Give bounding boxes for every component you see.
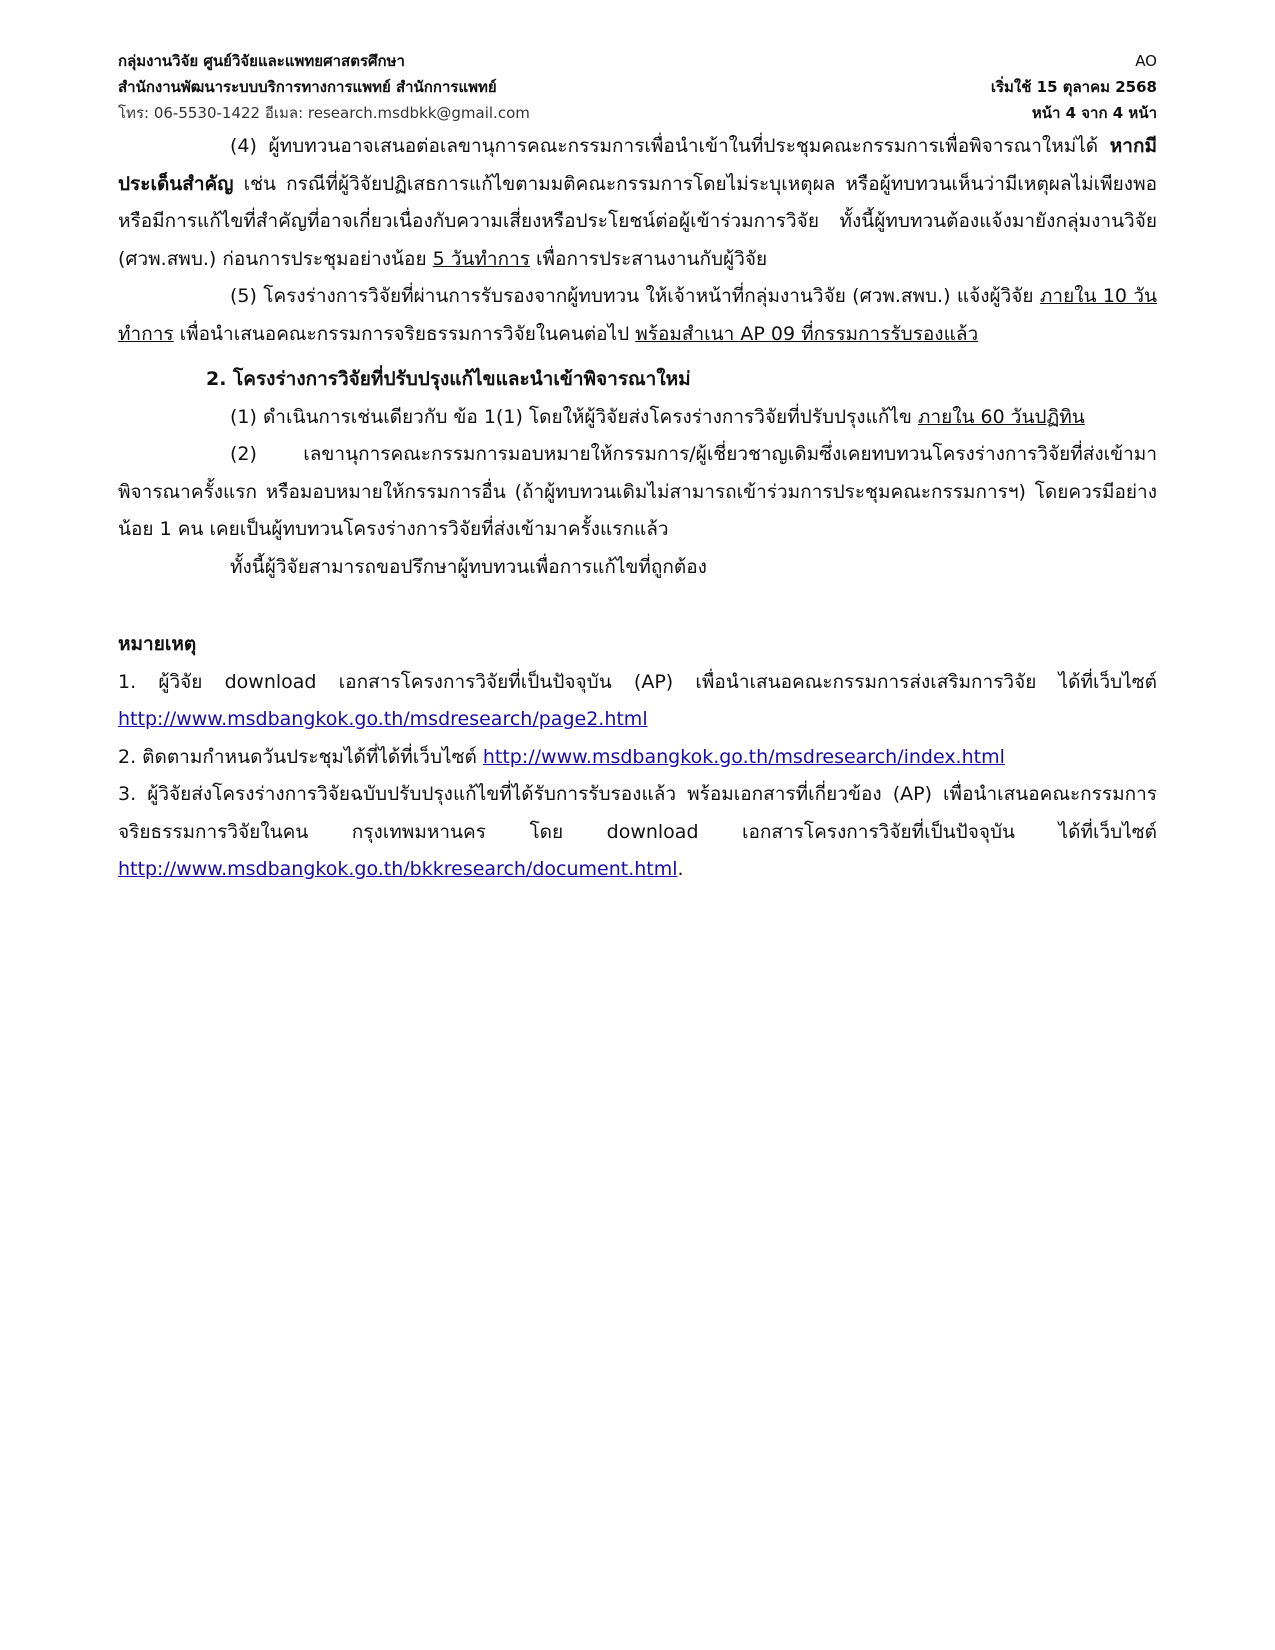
section-2-item-2: (2) เลขานุการคณะกรรมการมอบหมายให้กรรมการ/ผู้เชี่ยวชาญเดิมซึ่งเคยทบทวนโครงร่างการวิจัยที่ส่งเข้ามาพิจารณาครั้งแรก หรือมอบหมายให้กรรมการอื่น (ถ้าผู้ทบทวนเดิมไม่สามารถเข้าร่วมการประชุมคณะกรรมการฯ) โดยควรมีอย่างน้อย 1 คน เคยเป็นผู้ทบทวนโครงร่างการวิจัยที่ส่งเข้ามาครั้งแรกแล้ว — [118, 443, 1157, 540]
paragraph-item-4-deadline: 5 วันทำการ — [432, 247, 530, 270]
paragraph-item-5-text-2: เพื่อนำเสนอคณะกรรมการจริยธรรมการวิจัยในคนต่อไป — [173, 322, 636, 345]
note-item-3-link[interactable]: http://www.msdbangkok.go.th/bkkresearch/document.html — [118, 858, 678, 880]
note-item-1-link[interactable]: http://www.msdbangkok.go.th/msdresearch/page2.html — [118, 708, 648, 730]
section-2-item-1-deadline: ภายใน 60 วันปฏิทิน — [917, 405, 1085, 428]
spacer — [118, 586, 1157, 626]
office-name: สำนักงานพัฒนาระบบบริการทางการแพทย์ สำนักการแพทย์ — [118, 78, 497, 96]
department-name: กลุ่มงานวิจัย ศูนย์วิจัยและแพทยศาสตรศึกษา — [118, 52, 405, 70]
note-item-1-text: 1. ผู้วิจัย download เอกสารโครงการวิจัยที่เป็นปัจจุบัน (AP) เพื่อนำเสนอคณะกรรมการส่งเสริมการวิจัย ได้ที่เว็บไซต์ — [118, 670, 1157, 693]
note-item-1 — [118, 664, 1157, 739]
paragraph-item-4-text-2: เช่น กรณีที่ผู้วิจัยปฏิเสธการแก้ไขตามมติคณะกรรมการโดยไม่ระบุเหตุผล หรือผู้ทบทวนเห็นว่ามีเหตุผลไม่เพียงพอ หรือมีการแก้ไขที่สำคัญที่อาจเกี่ยวเนื่องกับความเสี่ยงหรือประโยชน์ต่อผู้เข้าร่วมการวิจัย ทั้งนี้ผู้ทบทวนต้องแจ้งมายังกลุ่มงานวิจัย (ศวพ.สพบ.) ก่อนการประชุมอย่างน้อย — [118, 172, 1157, 270]
paragraph-item-5-deadline: ภายใน 10 วันทำการ — [118, 285, 1157, 345]
header-right — [991, 48, 1157, 126]
effective-date: เริ่มใช้ 15 ตุลาคม 2568 — [990, 78, 1157, 96]
paragraph-item-4-text-3: เพื่อการประสานงานกับผู้วิจัย — [529, 247, 768, 270]
note-item-2-link[interactable]: http://www.msdbangkok.go.th/msdresearch/index.html — [482, 745, 1005, 768]
section-2-item-1 — [118, 399, 1157, 437]
contact-info: โทร: 06-5530-1422 อีเมล: research.msdbkk@gmail.com — [118, 104, 530, 122]
note-item-2 — [118, 739, 1157, 777]
paragraph-item-5-attachment: พร้อมสำเนา AP 09 ที่กรรมการรับรองแล้ว — [635, 322, 979, 345]
section-2-note: ทั้งนี้ผู้วิจัยสามารถขอปรึกษาผู้ทบทวนเพื่อการแก้ไขที่ถูกต้อง — [230, 555, 707, 578]
page-number: หน้า 4 จาก 4 หน้า — [1031, 104, 1157, 122]
notes-title: หมายเหตุ — [118, 633, 197, 655]
header-left — [118, 48, 530, 126]
note-item-3-tail: . — [677, 858, 684, 880]
document-body — [118, 128, 1157, 889]
note-item-3 — [118, 776, 1157, 889]
paragraph-item-4-text-1: (4) ผู้ทบทวนอาจเสนอต่อเลขานุการคณะกรรมการเพื่อนำเข้าในที่ประชุมคณะกรรมการเพื่อพิจารณาใหม่ได้ — [230, 135, 1110, 157]
document-code: AO — [1135, 52, 1157, 70]
page-header — [118, 48, 1157, 126]
note-item-3-text: 3. ผู้วิจัยส่งโครงร่างการวิจัยฉบับปรับปรุงแก้ไขที่ได้รับการรับรองแล้ว พร้อมเอกสารที่เกี่ยวข้อง (AP) เพื่อนำเสนอคณะกรรมการจริยธรรมการวิจัยในคน กรุงเทพมหานคร โดย download เอกสารโครงการวิจัยที่เป็นปัจจุบัน ได้ที่เว็บไซต์ — [118, 783, 1157, 843]
paragraph-item-4-emphasis: หากมีประเด็นสำคัญ — [118, 135, 1157, 195]
section-2-item-1-text: (1) ดำเนินการเช่นเดียวกับ ข้อ 1(1) โดยให้ผู้วิจัยส่งโครงร่างการวิจัยที่ปรับปรุงแก้ไข — [230, 405, 918, 428]
paragraph-item-5 — [118, 278, 1157, 353]
paragraph-item-4 — [118, 128, 1157, 278]
paragraph-item-5-text-1: (5) โครงร่างการวิจัยที่ผ่านการรับรองจากผู้ทบทวน ให้เจ้าหน้าที่กลุ่มงานวิจัย (ศวพ.สพบ.) แจ้งผู้วิจัย — [230, 285, 1040, 307]
note-item-2-text: 2. ติดตามกำหนดวันประชุมได้ที่ได้ที่เว็บไซต์ — [118, 745, 483, 768]
section-2-title: 2. โครงร่างการวิจัยที่ปรับปรุงแก้ไขและนำเข้าพิจารณาใหม่ — [206, 368, 691, 390]
